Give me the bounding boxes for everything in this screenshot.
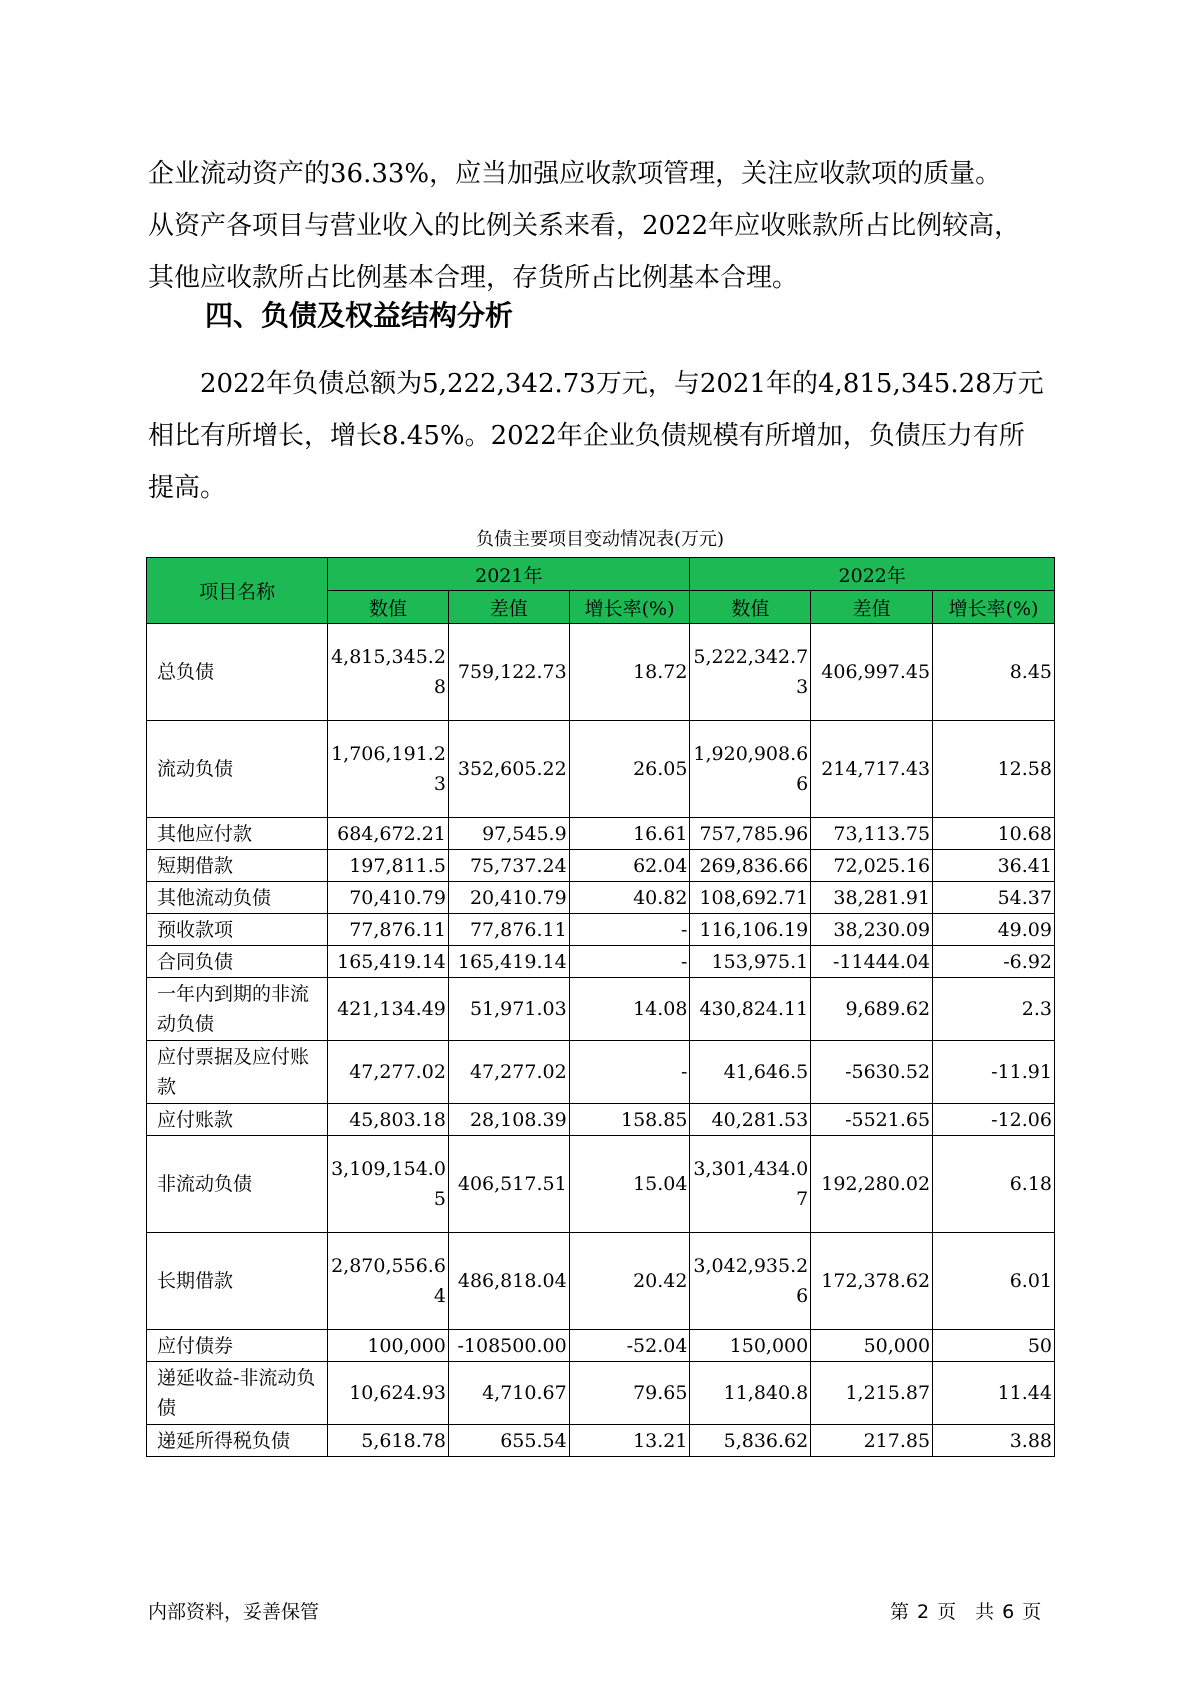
table-row	[147, 978, 1055, 1041]
cell-rate-2021: 158.85	[569, 1104, 690, 1136]
cell-diff-2022: -5521.65	[811, 1104, 933, 1136]
table-row	[147, 1136, 1055, 1233]
table-row	[147, 946, 1055, 978]
row-label: 合同负债	[147, 946, 328, 978]
table-row	[147, 818, 1055, 850]
table-row	[147, 1330, 1055, 1362]
cell-diff-2021: 51,971.03	[448, 978, 569, 1041]
cell-rate-2021: -52.04	[569, 1330, 690, 1362]
cell-rate-2021: 62.04	[569, 850, 690, 882]
cell-rate-2021: -	[569, 914, 690, 946]
header-value: 数值	[690, 591, 811, 624]
row-label: 其他流动负债	[147, 882, 328, 914]
cell-rate-2022: 6.01	[933, 1233, 1055, 1330]
cell-value-2021: 10,624.93	[328, 1362, 449, 1425]
cell-diff-2021: -108500.00	[448, 1330, 569, 1362]
row-label: 非流动负债	[147, 1136, 328, 1233]
page-mid: 页 共	[937, 1601, 995, 1623]
cell-value-2021: 100,000	[328, 1330, 449, 1362]
cell-value-2022: 1,920,908.66	[690, 721, 811, 818]
row-label: 其他应付款	[147, 818, 328, 850]
cell-diff-2021: 20,410.79	[448, 882, 569, 914]
cell-value-2021: 3,109,154.05	[328, 1136, 449, 1233]
table-row	[147, 1041, 1055, 1104]
table-caption: 负债主要项目变动情况表(万元)	[475, 529, 725, 550]
page-current: 2	[917, 1601, 930, 1623]
cell-diff-2022: 1,215.87	[811, 1362, 933, 1425]
paragraph-receivables	[148, 148, 1052, 304]
cell-diff-2021: 406,517.51	[448, 1136, 569, 1233]
cell-rate-2021: -	[569, 946, 690, 978]
cell-rate-2022: 8.45	[933, 624, 1055, 721]
header-value: 数值	[328, 591, 449, 624]
cell-value-2021: 70,410.79	[328, 882, 449, 914]
footer-page-number	[890, 1597, 1049, 1624]
cell-rate-2022: 6.18	[933, 1136, 1055, 1233]
cell-diff-2022: 217.85	[811, 1425, 933, 1457]
cell-diff-2022: -5630.52	[811, 1041, 933, 1104]
cell-value-2022: 5,222,342.73	[690, 624, 811, 721]
cell-diff-2021: 4,710.67	[448, 1362, 569, 1425]
cell-value-2022: 150,000	[690, 1330, 811, 1362]
cell-value-2022: 108,692.71	[690, 882, 811, 914]
table-row	[147, 914, 1055, 946]
cell-rate-2022: 50	[933, 1330, 1055, 1362]
cell-value-2021: 77,876.11	[328, 914, 449, 946]
cell-diff-2021: 28,108.39	[448, 1104, 569, 1136]
row-label: 长期借款	[147, 1233, 328, 1330]
cell-rate-2021: 18.72	[569, 624, 690, 721]
paragraph-liabilities	[148, 358, 1052, 514]
cell-diff-2022: 38,230.09	[811, 914, 933, 946]
cell-value-2021: 5,618.78	[328, 1425, 449, 1457]
page-prefix: 第	[890, 1601, 910, 1623]
cell-rate-2021: 14.08	[569, 978, 690, 1041]
cell-diff-2022: 214,717.43	[811, 721, 933, 818]
cell-diff-2022: -11444.04	[811, 946, 933, 978]
cell-diff-2021: 486,818.04	[448, 1233, 569, 1330]
cell-rate-2021: 15.04	[569, 1136, 690, 1233]
cell-rate-2022: 11.44	[933, 1362, 1055, 1425]
cell-diff-2022: 192,280.02	[811, 1136, 933, 1233]
table-row	[147, 624, 1055, 721]
cell-rate-2021: 20.42	[569, 1233, 690, 1330]
cell-value-2021: 45,803.18	[328, 1104, 449, 1136]
row-label: 递延收益-非流动负债	[147, 1362, 328, 1425]
cell-diff-2022: 9,689.62	[811, 978, 933, 1041]
section-heading: 四、负债及权益结构分析	[205, 299, 514, 332]
row-label: 总负债	[147, 624, 328, 721]
paragraph-line: 相比有所增长，增长8.45%。2022年企业负债规模有所增加，负债压力有所	[148, 421, 1025, 451]
liabilities-table	[146, 557, 1055, 1457]
cell-diff-2021: 165,419.14	[448, 946, 569, 978]
cell-diff-2021: 352,605.22	[448, 721, 569, 818]
cell-value-2022: 3,301,434.07	[690, 1136, 811, 1233]
cell-value-2022: 269,836.66	[690, 850, 811, 882]
cell-value-2022: 41,646.5	[690, 1041, 811, 1104]
cell-value-2022: 40,281.53	[690, 1104, 811, 1136]
cell-value-2022: 757,785.96	[690, 818, 811, 850]
cell-rate-2021: 26.05	[569, 721, 690, 818]
cell-diff-2022: 50,000	[811, 1330, 933, 1362]
footer-confidential: 内部资料，妥善保管	[148, 1601, 320, 1623]
row-label: 预收款项	[147, 914, 328, 946]
row-label: 一年内到期的非流动负债	[147, 978, 328, 1041]
table-row	[147, 1362, 1055, 1425]
paragraph-line: 其他应收款所占比例基本合理，存货所占比例基本合理。	[148, 263, 799, 293]
cell-diff-2022: 38,281.91	[811, 882, 933, 914]
cell-diff-2021: 759,122.73	[448, 624, 569, 721]
cell-value-2022: 153,975.1	[690, 946, 811, 978]
cell-value-2022: 11,840.8	[690, 1362, 811, 1425]
row-label: 应付票据及应付账款	[147, 1041, 328, 1104]
cell-rate-2022: -11.91	[933, 1041, 1055, 1104]
paragraph-line: 提高。	[148, 473, 227, 503]
cell-rate-2022: 10.68	[933, 818, 1055, 850]
cell-diff-2021: 47,277.02	[448, 1041, 569, 1104]
cell-value-2022: 3,042,935.26	[690, 1233, 811, 1330]
header-rate: 增长率(%)	[933, 591, 1055, 624]
cell-diff-2022: 406,997.45	[811, 624, 933, 721]
cell-rate-2022: 12.58	[933, 721, 1055, 818]
cell-rate-2022: 49.09	[933, 914, 1055, 946]
cell-rate-2022: -12.06	[933, 1104, 1055, 1136]
page-suffix: 页	[1022, 1601, 1042, 1623]
header-rate: 增长率(%)	[569, 591, 690, 624]
cell-diff-2021: 97,545.9	[448, 818, 569, 850]
cell-rate-2021: -	[569, 1041, 690, 1104]
cell-rate-2022: -6.92	[933, 946, 1055, 978]
table-row	[147, 882, 1055, 914]
table-header	[147, 558, 1055, 624]
cell-rate-2021: 79.65	[569, 1362, 690, 1425]
cell-rate-2022: 36.41	[933, 850, 1055, 882]
cell-value-2021: 1,706,191.23	[328, 721, 449, 818]
cell-diff-2022: 172,378.62	[811, 1233, 933, 1330]
cell-rate-2022: 54.37	[933, 882, 1055, 914]
cell-value-2021: 684,672.21	[328, 818, 449, 850]
cell-value-2021: 2,870,556.64	[328, 1233, 449, 1330]
row-label: 流动负债	[147, 721, 328, 818]
cell-diff-2021: 77,876.11	[448, 914, 569, 946]
header-diff: 差值	[811, 591, 933, 624]
cell-value-2021: 47,277.02	[328, 1041, 449, 1104]
cell-value-2022: 5,836.62	[690, 1425, 811, 1457]
paragraph-line: 企业流动资产的36.33%，应当加强应收款项管理，关注应收款项的质量。	[148, 159, 1002, 189]
header-item-name: 项目名称	[147, 558, 328, 624]
table-body	[147, 624, 1055, 1457]
cell-rate-2022: 2.3	[933, 978, 1055, 1041]
cell-value-2022: 430,824.11	[690, 978, 811, 1041]
row-label: 应付账款	[147, 1104, 328, 1136]
header-year-2022: 2022年	[690, 558, 1055, 591]
cell-diff-2022: 73,113.75	[811, 818, 933, 850]
cell-value-2021: 165,419.14	[328, 946, 449, 978]
cell-value-2021: 197,811.5	[328, 850, 449, 882]
table-row	[147, 850, 1055, 882]
table-row	[147, 721, 1055, 818]
cell-rate-2021: 40.82	[569, 882, 690, 914]
paragraph-line: 2022年负债总额为5,222,342.73万元，与2021年的4,815,345.28万元	[200, 369, 1044, 399]
header-diff: 差值	[448, 591, 569, 624]
table-row	[147, 1233, 1055, 1330]
row-label: 应付债券	[147, 1330, 328, 1362]
cell-diff-2022: 72,025.16	[811, 850, 933, 882]
cell-value-2021: 421,134.49	[328, 978, 449, 1041]
page-total: 6	[1002, 1601, 1015, 1623]
table-row	[147, 1104, 1055, 1136]
row-label: 短期借款	[147, 850, 328, 882]
cell-rate-2021: 13.21	[569, 1425, 690, 1457]
paragraph-line: 从资产各项目与营业收入的比例关系来看，2022年应收账款所占比例较高，	[148, 211, 1021, 241]
cell-rate-2021: 16.61	[569, 818, 690, 850]
cell-value-2022: 116,106.19	[690, 914, 811, 946]
cell-rate-2022: 3.88	[933, 1425, 1055, 1457]
table-row	[147, 1425, 1055, 1457]
cell-diff-2021: 75,737.24	[448, 850, 569, 882]
cell-value-2021: 4,815,345.28	[328, 624, 449, 721]
row-label: 递延所得税负债	[147, 1425, 328, 1457]
header-year-2021: 2021年	[328, 558, 690, 591]
cell-diff-2021: 655.54	[448, 1425, 569, 1457]
